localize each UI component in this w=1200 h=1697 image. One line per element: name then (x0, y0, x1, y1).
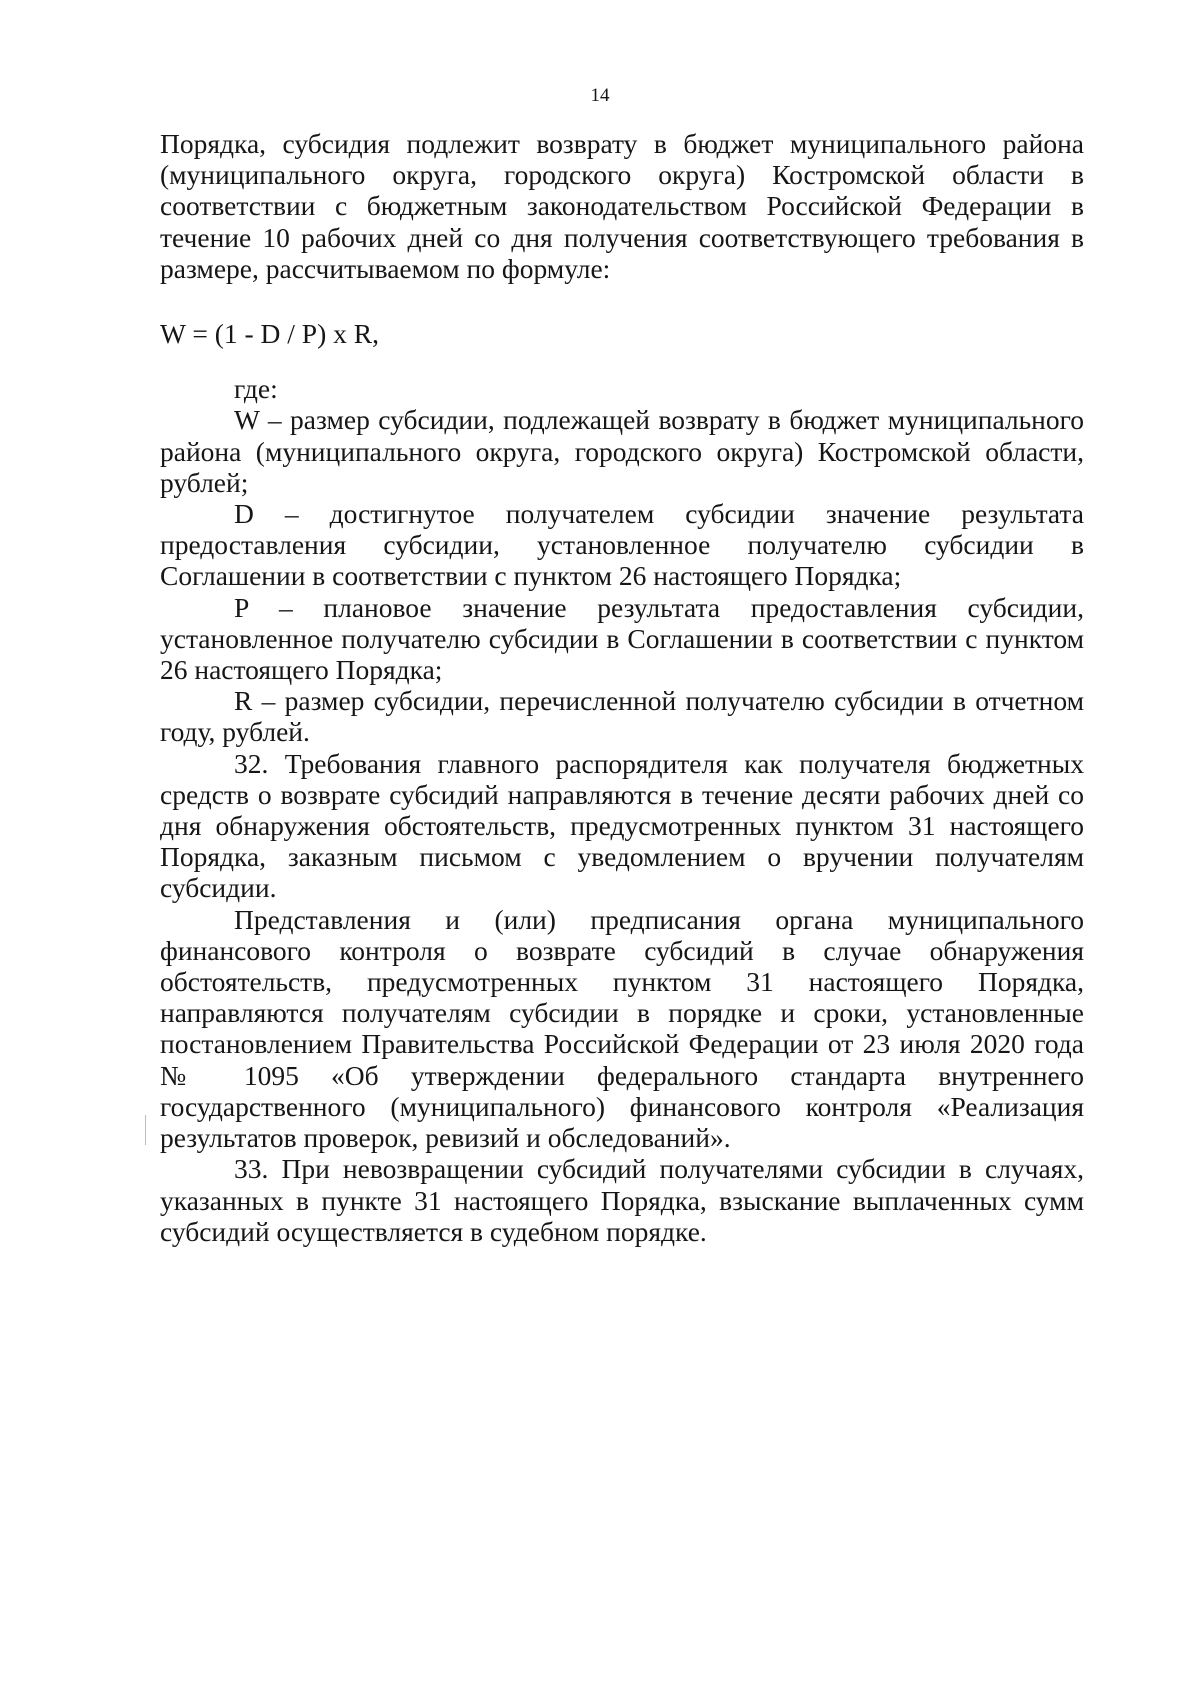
definition-r: R – размер субсидии, перечисленной получателю субсидии в отчетном году, рублей. (160, 685, 1084, 748)
scan-margin-mark (145, 1115, 146, 1145)
document-body (160, 128, 1084, 1247)
formula: W = (1 - D / P) x R, (160, 318, 379, 350)
definition-w: W – размер субсидии, подлежащей возврату в бюджет муниципального района (муниципального округа, городского округа) Костромской области, рублей; (160, 404, 1084, 498)
paragraph-continuation: Порядка, субсидия подлежит возврату в бюджет муниципального района (муниципального округа, городского округа) Костромской области в соответствии с бюджетным законодательством Российской Федерации в течение 10 рабочих дней со дня получения соответствующего требования в размере, рассчитываемом по формуле: (160, 128, 1084, 284)
item-32-continuation: Представления и (или) предписания органа муниципального финансового контроля о возврате субсидий в случае обнаружения обстоятельств, предусмотренных пунктом 31 настоящего Порядка, направляются получателям субсидии в порядке и сроки, установленные постановлением Правительства Российской Федерации от 23 июля 2020 года № 1095 «Об утверждении федерального стандарта внутреннего государственного (муниципального) финансового контроля «Реализация результатов проверок, ревизий и обследований». (160, 903, 1084, 1154)
definition-d: D – достигнутое получателем субсидии значение результата предоставления субсидии, установленное получателю субсидии в Соглашении в соответствии с пунктом 26 настоящего Порядка; (160, 498, 1084, 592)
definition-p: P – плановое значение результата предоставления субсидии, установленное получателю субсидии в Соглашении в соответствии с пунктом 26 настоящего Порядка; (160, 591, 1084, 686)
page-number: 14 (590, 85, 610, 106)
item-32: 32. Требования главного распорядителя как получателя бюджетных средств о возврате субсидий направляются в течение десяти рабочих дней со дня обнаружения обстоятельств, предусмотренных пунктом 31 настоящего Порядка, заказным письмом с уведомлением о вручении получателям субсидии. (160, 747, 1084, 904)
item-33: 33. При невозвращении субсидий получателями субсидии в случаях, указанных в пункте 31 настоящего Порядка, взыскание выплаченных сумм субсидий осуществляется в судебном порядке. (160, 1153, 1084, 1247)
where-label: где: (234, 373, 278, 405)
